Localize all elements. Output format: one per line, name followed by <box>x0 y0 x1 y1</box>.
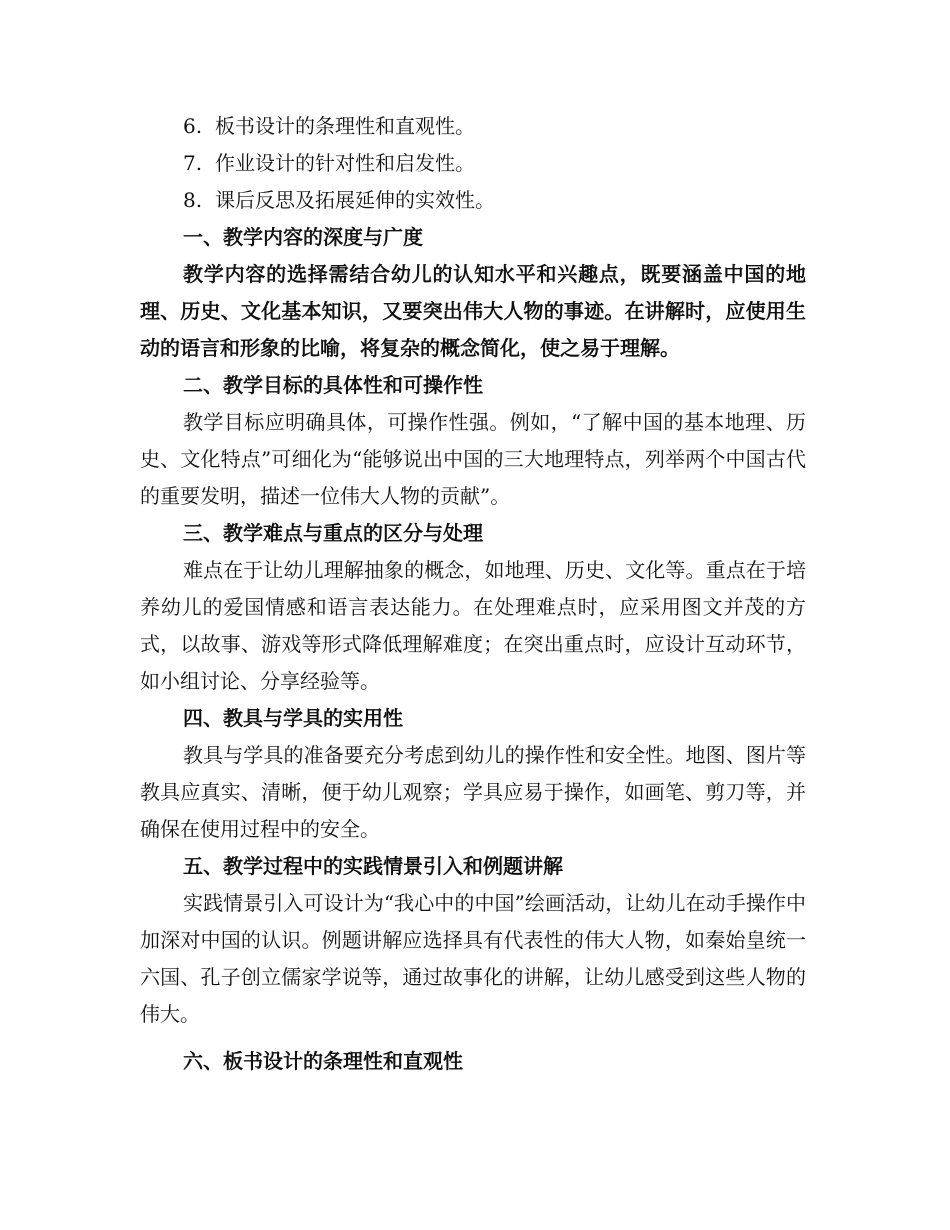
list-item-number: 6. <box>183 114 203 138</box>
section-heading-teaching-goals: 二、教学目标的具体性和可操作性 <box>183 373 483 397</box>
list-item-number: 8. <box>183 188 203 212</box>
section-heading-practice-scenario: 五、教学过程中的实践情景引入和例题讲解 <box>183 854 563 878</box>
section-body-content-depth: 教学内容的选择需结合幼儿的认知水平和兴趣点，既要涵盖中国的地理、历史、文化基本知识，又要突出伟大人物的事迹。在讲解时，应使用生动的语言和形象的比喻，将复杂的概念简化，使之易于理解。 <box>140 262 806 360</box>
list-item-text: 课后反思及拓展延伸的实效性。 <box>215 188 495 212</box>
section-heading-teaching-aids: 四、教具与学具的实用性 <box>183 706 403 730</box>
section-body-teaching-goals: 教学目标应明确具体，可操作性强。例如，“了解中国的基本地理、历史、文化特点”可细化为“能够说出中国的三大地理特点，列举两个中国古代的重要发明，描述一位伟大人物的贡献”。 <box>140 410 806 508</box>
section-body-teaching-aids: 教具与学具的准备要充分考虑到幼儿的操作性和安全性。地图、图片等教具应真实、清晰，便于幼儿观察；学具应易于操作，如画笔、剪刀等，并确保在使用过程中的安全。 <box>140 743 806 841</box>
list-item-number: 7. <box>183 151 203 175</box>
section-heading-difficulties: 三、教学难点与重点的区分与处理 <box>183 521 483 545</box>
list-item <box>140 145 806 182</box>
list-item <box>140 108 806 145</box>
section-heading-board-design: 六、板书设计的条理性和直观性 <box>183 1049 463 1073</box>
section-heading-content-depth: 一、教学内容的深度与广度 <box>183 225 423 249</box>
document-content <box>140 108 806 1080</box>
list-item <box>140 182 806 219</box>
list-item-text: 作业设计的针对性和启发性。 <box>215 151 475 175</box>
section-body-difficulties: 难点在于让幼儿理解抽象的概念，如地理、历史、文化等。重点在于培养幼儿的爱国情感和语言表达能力。在处理难点时，应采用图文并茂的方式，以故事、游戏等形式降低理解难度；在突出重点时，应设计互动环节，如小组讨论、分享经验等。 <box>140 558 806 693</box>
section-body-practice-scenario: 实践情景引入可设计为“我心中的中国”绘画活动，让幼儿在动手操作中加深对中国的认识。例题讲解应选择具有代表性的伟大人物，如秦始皇统一六国、孔子创立儒家学说等，通过故事化的讲解，让幼儿感受到这些人物的伟大。 <box>140 891 806 1026</box>
list-item-text: 板书设计的条理性和直观性。 <box>215 114 475 138</box>
